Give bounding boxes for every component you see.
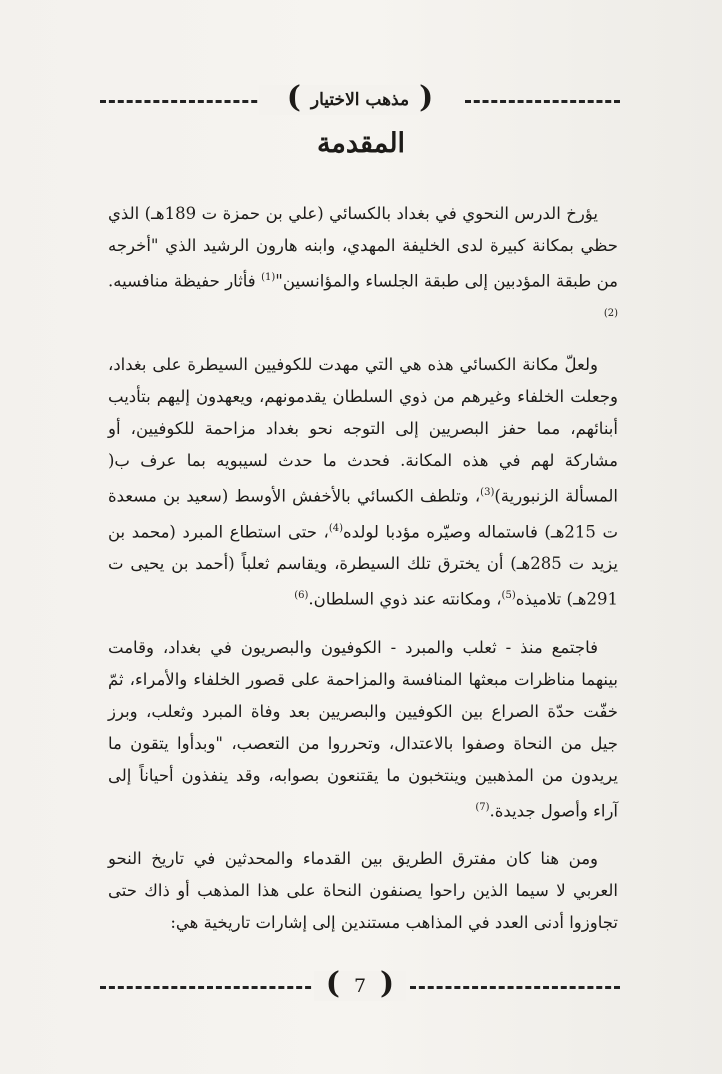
footnote-ref: (7) <box>475 801 490 813</box>
paragraph-text: يؤرخ الدرس النحوي في بغداد بالكسائي (علي بن حمزة ت 189هـ) الذي حظي بمكانة كبيرة لدى الخليفة المهدي، وابنه هارون الرشيد الذي "أخرجه من طبقة المؤدبين إلى طبقة الجلساء والمؤانسين" <box>108 204 618 291</box>
footnote-ref: (6) <box>294 590 309 601</box>
body-text <box>108 198 618 955</box>
bracket-right-icon: ) <box>286 80 301 115</box>
header-rule-left <box>100 100 275 103</box>
paragraph-text: ولعلّ مكانة الكسائي هذه هي التي مهدت للكوفيين السيطرة على بغداد، وجعلت الخلفاء وغيرهم من ذوي السلطان يقدمونهم، ويعهدون إليهم بتأديب أبنائهم، مما حفز البصريين إلى التوجه نحو بغداد مزاحمة للكوفيين، أو مشاركة لهم في هذه المكانة. فحدث ما حدث لسيبويه بما عرف ب( المسألة الزنبورية) <box>108 355 618 506</box>
paragraph-text: فاجتمع منذ - ثعلب والمبرد - الكوفيون والبصريون في بغداد، وقامت بينهما مناظرات مبعثها المنافسة والمزاحمة على قصور الخلفاء والأمراء، ثمّ خفّت حدّة الصراع بين الكوفيين والبصريين بعد وفاة المبرد وثعلب، وبرز جيل من النحاة وصفوا بالاعتدال، وتحرروا من التعصب، "وبدأوا يتقون ما يريدون من المذهبين وينتخبون ما يقتنعون بصوابه، وقد ينفذون أحياناً إلى آراء وأصول جديدة. <box>108 637 618 820</box>
paragraph-text: ، وتلطف الكسائي بالأخفش الأوسط (سعيد بن مسعدة ت 215هـ) فاستماله وصيّره مؤدبا لولده <box>108 486 619 541</box>
footnote-ref: (5) <box>501 590 516 601</box>
footnote-ref: (2) <box>603 307 618 319</box>
header-rule-right <box>465 100 620 103</box>
paragraph-text: ومن هنا كان مفترق الطريق بين القدماء والمحدثين في تاريخ النحو العربي لا سيما الذين راحوا يصنفون النحاة على هذا المذهب أو ذاك حتى تجاوزوا أدنى العدد في المذاهب مستندين إلى إشارات تاريخية هي: <box>108 849 618 932</box>
page-number <box>314 966 407 1001</box>
page-title: المقدمة <box>316 128 406 159</box>
bracket-left-icon: ( <box>419 80 434 115</box>
paragraph-text: ، ومكانته عند ذوي السلطان. <box>308 589 502 609</box>
paragraph-text: ، حتى استطاع المبرد (محمد بن يزيد ت 285هـ) أن يخترق تلك السيطرة، ويقاسم ثعلباً (أحمد بن يحيى ت 291هـ) تلاميذه <box>108 522 618 609</box>
paragraph-text: فأثار حفيظة منافسيه. <box>108 271 262 291</box>
paragraph <box>108 349 618 616</box>
bracket-left-icon: ( <box>325 966 340 1001</box>
paragraph <box>108 632 618 828</box>
page-number-text: 7 <box>353 975 367 997</box>
paragraph <box>108 843 618 939</box>
paragraph <box>108 198 618 333</box>
bracket-right-icon: ) <box>380 966 395 1001</box>
footnote-ref: (4) <box>328 522 344 534</box>
page-footer <box>100 966 620 1006</box>
footnote-ref: (3) <box>480 487 495 498</box>
footnote-ref: (1) <box>261 272 276 283</box>
running-title-text: مذهب الاختيار <box>310 90 410 110</box>
running-header <box>100 82 620 118</box>
running-title <box>259 80 462 115</box>
footer-rule-left <box>100 986 320 989</box>
footer-rule-right <box>410 986 620 989</box>
